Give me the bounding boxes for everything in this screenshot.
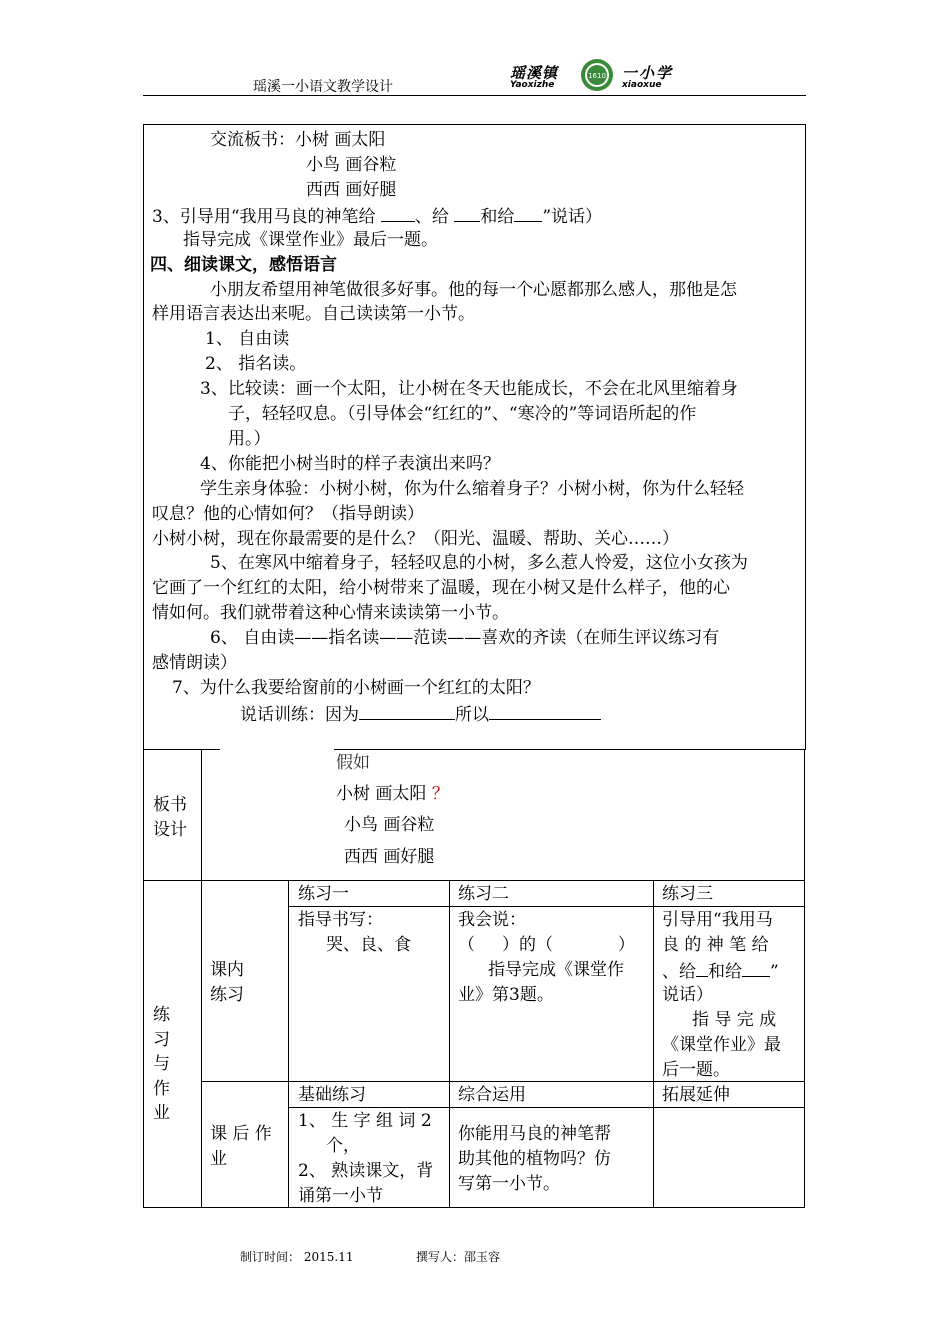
text-line: 2、 指名读。 [205,354,307,374]
text-line: 西西 画好腿 [306,180,397,200]
school-logo [510,58,690,98]
logo-en-left: Yaoxizhe [510,80,555,90]
header-title: 瑶溪一小语文教学设计 [253,79,393,95]
table-border [143,749,144,1208]
table-border [201,749,202,1208]
col-head: 练习一 [298,884,349,904]
logo-text-right: 一小学 [622,64,674,82]
text-line: 说话训练：因为 所以 [240,701,601,728]
cell-line: 2、 熟读课文，背 [298,1161,434,1181]
table-border [143,880,804,881]
footer-author: 撰写人：邵玉容 [416,1250,501,1264]
text-line: 子，轻轻叹息。（引导体会“红红的”、“寒冷的”等词语所起的作 [228,404,697,424]
section-heading: 四、细读课文，感悟语言 [150,255,337,275]
text-line: 交流板书：小树 画太阳 [210,130,386,150]
cell-line: 《课堂作业》最 [662,1035,781,1055]
cell-line: 引导用“我用马 [662,910,773,930]
table-border [143,749,220,750]
cell-line: 指导完成《课堂作 [488,960,624,980]
table-border [653,880,654,1208]
logo-en-right: xiaoxue [622,80,662,90]
text-line: 6、 自由读——指名读——范读——喜欢的齐读（在师生评议练习有 [210,628,720,648]
cell-line: （ ）的（ ） [458,935,635,955]
text-line: 指导完成《课堂作业》最后一题。 [183,230,438,250]
board-line: 小树 画太阳 ？ [336,784,449,804]
exercise-side-label: 练 习 与 作 业 [153,1005,170,1123]
table-border [804,749,805,1208]
board-line: 小鸟 画谷粒 [344,815,435,835]
col-head: 练习二 [458,884,509,904]
table-border [449,880,450,1208]
cell-line: 助其他的植物吗？仿 [458,1149,611,1169]
text-line: 7、为什么我要给窗前的小树画一个红红的太阳？ [172,678,540,698]
col-head: 基础练习 [298,1085,366,1105]
col-head: 综合运用 [458,1085,526,1105]
text-line: 小鸟 画谷粒 [306,155,397,175]
col-head: 练习三 [662,884,713,904]
table-border [334,749,804,750]
cell-line: 我会说： [458,910,526,930]
inclass-label: 课内 练习 [210,960,244,1005]
cell-line: 哭、良、食 [326,935,411,955]
footer-date: 制订时间： 2015.11 [240,1250,354,1264]
text-line: 叹息？他的心情如何？（指导朗读） [152,504,424,524]
table-border [143,1207,805,1208]
text-line: 5、在寒风中缩着身子，轻轻叹息的小树，多么惹人怜爱，这位小女孩为 [210,553,748,573]
text-line: 小朋友希望用神笔做很多好事。他的每一个心愿都那么感人，那他是怎 [210,280,737,300]
cell-line: 、给 和给 ” [662,958,779,985]
school-seal-icon [580,58,614,92]
cell-line: 后一题。 [662,1060,730,1080]
table-border [288,906,804,907]
text-line: 3、比较读：画一个太阳，让小树在冬天也能成长，不会在北风里缩着身 [200,379,738,399]
question-mark: ？ [431,784,449,804]
board-label: 板书 设计 [153,795,187,840]
text-line: 用。） [228,429,271,449]
after-label: 课 后 作 业 [210,1124,272,1169]
text-line: 情如何。我们就带着这种心情来读读第一小节。 [152,603,509,623]
cell-line: 诵第一小节 [298,1186,383,1206]
text-line: 样用语言表达出来呢。自己读读第一小节。 [152,304,475,324]
cell-line: 1、 生 字 组 词 2 [298,1111,432,1131]
text-line: 4、你能把小树当时的样子表演出来吗？ [200,454,500,474]
text-line: 学生亲身体验：小树小树，你为什么缩着身子？小树小树，你为什么轻轻 [200,479,744,499]
text-line: 1、 自由读 [205,329,290,349]
board-line: 假如 [336,753,370,773]
cell-line: 良 的 神 笔 给 [662,935,769,955]
logo-text-left: 瑶溪镇 [510,64,559,82]
text-line: 3、引导用“我用马良的神笔给 、给 和给 ”说话） [152,203,602,230]
cell-line: 指导书写： [298,910,383,930]
col-head: 拓展延伸 [662,1085,730,1105]
cell-line: 你能用马良的神笔帮 [458,1124,611,1144]
cell-line: 说话） [662,985,713,1005]
cell-line: 业》第3题。 [458,985,554,1005]
cell-line: 个， [326,1136,360,1156]
header-divider [143,95,806,96]
cell-line: 写第一小节。 [458,1174,560,1194]
cell-line: 指 导 完 成 [692,1010,777,1030]
table-border [288,880,289,1208]
text-line: 感情朗读） [152,653,237,673]
text-line: 它画了一个红红的太阳，给小树带来了温暖，现在小树又是什么样子，他的心 [152,578,730,598]
board-line: 西西 画好腿 [344,847,435,867]
svg-text:1610: 1610 [588,72,606,80]
text-line: 小树小树，现在你最需要的是什么？（阳光、温暖、帮助、关心……） [152,529,679,549]
